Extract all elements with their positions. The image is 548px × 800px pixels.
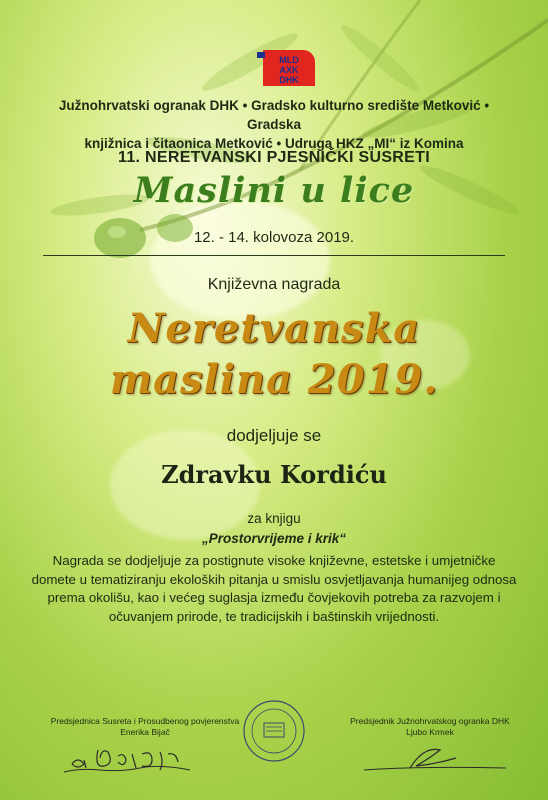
logo-text-line: MLD	[279, 55, 299, 65]
signature-block-right	[330, 716, 530, 738]
handwritten-signature-right	[360, 738, 510, 778]
signatory-name: Enerika Bijač	[120, 727, 170, 737]
recipient-name: Zdravku Kordiću	[161, 460, 387, 489]
award-kind: Književna nagrada	[207, 276, 341, 293]
for-book-label: za knjigu	[247, 511, 301, 526]
handwritten-signature-left	[60, 738, 200, 778]
logo-text-line: AXK	[279, 65, 299, 75]
signatory-title: Predsjednik Južnohrvatskog ogranka DHK	[350, 716, 510, 726]
official-stamp	[240, 697, 308, 765]
organizers-line: knjižnica i čitaonica Metković • Udruga HKZ „MI“ iz Komina	[84, 136, 464, 151]
award-name-line: Neretvanska	[127, 305, 421, 352]
citation-text: Nagrada se dodjeljuje za postignute visoke književne, estetske i umjetničke domete u tematiziranju ekoloških pitanja u smislu osvjetljavanja humanijeg odnosa prema okolišu, kao i većeg suglasja između čovjekovih potreba za razvojem i očuvanjem prirode, te tradicijskih i baštinskih vrijednosti.	[31, 553, 517, 624]
event-name: 11. NERETVANSKI PJESNIČKI SUSRETI	[118, 149, 430, 166]
organizers	[36, 96, 512, 153]
book-title: „Prostorvrijeme i krik“	[201, 531, 347, 546]
award-name-line: maslina 2019.	[109, 356, 439, 403]
signatory-title: Predsjednica Susreta i Prosudbenog povjerenstva	[50, 716, 240, 726]
awards-to: dodjeljuje se	[226, 426, 322, 445]
event-dates: 12. - 14. kolovoza 2019.	[193, 229, 355, 246]
dhk-logo	[255, 48, 317, 88]
divider	[43, 255, 505, 256]
signatory-name: Ljubo Krmek	[406, 727, 454, 737]
logo-text-line: DHK	[279, 75, 299, 85]
organizers-line: Južnohrvatski ogranak DHK • Gradsko kulturno središte Metković • Gradska	[58, 98, 490, 132]
event-title: Maslini u lice	[133, 170, 415, 211]
signature-block-left	[30, 716, 260, 738]
